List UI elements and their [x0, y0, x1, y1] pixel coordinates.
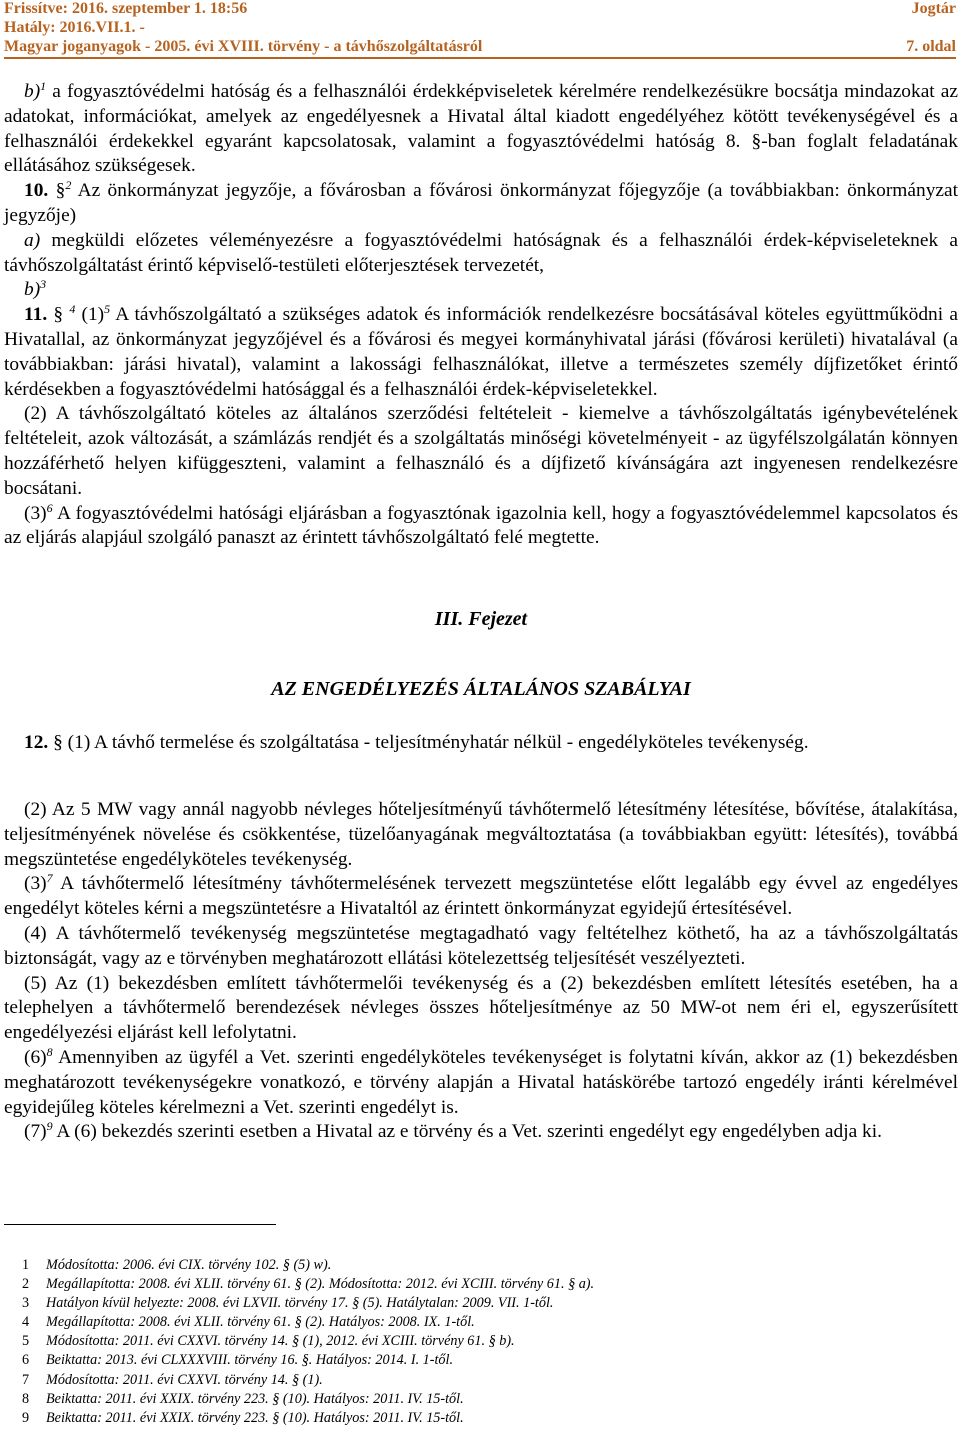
chapter-title: AZ ENGEDÉLYEZÉS ÁLTALÁNOS SZABÁLYAI: [271, 678, 691, 700]
footnote-item: 9 Beiktatta: 2011. évi XXIX. törvény 223. § (10). Hatályos: 2011. IV. 15-től.: [22, 1409, 464, 1426]
section-11-1: 11. § $^4$ $(1)^5$ A távhőszolgáltató a szükséges adatok és információk rendelkezésre bocsátásával köteles együttműködni a Hivatallal, az önkormányzat jegyzőjével és a fővárosi és megyei kormányhivatal járási (fővárosi kerületi) hivatalával (a továbbiakban: járási hivatal), valamint a lakossági felhasználókat, illetve a természetes személy díjfizetőket érintő kérdésekben a fogyasztóvédelmi hatósággal és a felhasználói érdek-képviseletekkel.: [4, 302, 958, 400]
section-10-a: a) megküldi előzetes véleményezésre a fogyasztóvédelmi hatóságnak és a felhasználói érdek-képviseleteknek a távhőszolgáltatást érintő képviselő-testületi előterjesztések tervezetét,: [4, 229, 958, 276]
section-12-2: (2) Az 5 MW vagy annál nagyobb névleges hőteljesítményű távhőtermelő létesítmény létesítése, bővítése, átalakítása, teljesítményének növelése és csökkentése, tüzelőanyagának megváltoztatása (a továbbiakban együtt: létesítés), továbbá megszüntetése engedélyköteles tevékenység.: [4, 799, 958, 870]
section-body-upper: [4, 80, 958, 551]
footnote-ref[interactable]: 4: [69, 302, 76, 317]
paragraph-b: b)$^1$ a fogyasztóvédelmi hatóság és a felhasználói érdekképviseletek kérelmére rendelkezésükre bocsátja mindazokat az adatokat, információkat, amelyek az engedélyesnek a Hivatal által kiadott engedélyéhez kötött tevékenységével és a felhasználói érdekekkel egyaránt kapcsolatosak, valamint a fogyasztóvédelmi hatóság 8. §-ban foglalt feladatának ellátásához szükségesek.: [4, 79, 958, 177]
footnote-ref[interactable]: 8: [46, 1044, 53, 1059]
section-12-1: 12. § (1) A távhő termelése és szolgáltatása - teljesítményhatár nélkül - engedélyköteles tevékenység.: [24, 732, 809, 753]
header-divider: [4, 57, 956, 59]
footnote-item: 1 Módosította: 2006. évi CIX. törvény 102. § (5) w).: [22, 1257, 332, 1273]
footnote-item: 3 Hatályon kívül helyezte: 2008. évi LXVII. törvény 17. § (5). Hatálytalan: 2009. VII. 1-től.: [22, 1295, 554, 1312]
section-10: 10. §$^2$ Az önkormányzat jegyzője, a fővárosban a fővárosi önkormányzat főjegyzője (a továbbiakban: önkormányzat jegyzője): [4, 178, 958, 226]
footnote-divider: [4, 1224, 276, 1225]
header-line-2: [4, 19, 956, 37]
footnote-ref[interactable]: 6: [46, 500, 53, 515]
header-line-3: [4, 38, 956, 56]
section-12-6: $(6)^8$ Amennyiben az ügyfél a Vet. szerinti engedélyköteles tevékenységet is folytatni kíván, akkor az (1) bekezdésben meghatározott tevékenységekre vonatkozó, e törvény alapján a Hivatal hatáskörébe tartozó engedély iránti kérelmével egyidejűleg köteles kérelmezni a Vet. szerinti engedélyt is.: [4, 1044, 958, 1118]
footnote-item: 8 Beiktatta: 2011. évi XXIX. törvény 223. § (10). Hatályos: 2011. IV. 15-től.: [22, 1390, 464, 1407]
update-timestamp: Frissítve: 2016. szeptember 1. 18:56: [4, 0, 248, 17]
section-12-4: (4) A távhőtermelő tevékenység megszüntetése megtagadható vagy feltételhez köthető, ha az a távhőszolgáltatás biztonságát, vagy az e törvényben meghatározott ellátási kötelezettség teljesítését veszélyezteti.: [4, 922, 958, 969]
footnote-ref[interactable]: 9: [46, 1119, 53, 1134]
header-line-1: [4, 0, 956, 18]
footnote-ref[interactable]: 2: [65, 178, 72, 193]
footnote-ref[interactable]: 5: [104, 302, 111, 317]
section-12-5: (5) Az (1) bekezdésben említett távhőtermelői tevékenység és a (2) bekezdésben említett létesítés esetében, ha a telephelyen a távhőtermelő berendezések névleges összes hőteljesítménye az 50 MW-ot nem éri el, egyszerűsített engedélyezési eljárást kell lefolytatni.: [4, 972, 958, 1044]
publisher-label: Jogtár: [911, 0, 956, 17]
footnote-item: 5 Módosította: 2011. évi CXXVI. törvény 14. § (1), 2012. évi XCIII. törvény 61. § b).: [22, 1333, 515, 1350]
footnote-ref[interactable]: 7: [46, 871, 53, 886]
section-10-b: b)$^3$: [24, 277, 47, 301]
section-12-3: $(3)^7$ A távhőtermelő létesítmény távhőtermelésének tervezett megszüntetése előtt legalább egy évvel az engedélyes engedélyt köteles kérni a megszüntetésre a Hivataltól az érintett önkormányzat egyidejű értesítésével.: [4, 871, 958, 920]
section-12-7: $(7)^9$ A (6) bekezdés szerinti esetben a Hivatal az e törvény és a Vet. szerinti engedélyt egy engedélyben adja ki.: [24, 1119, 882, 1143]
document-title: Magyar joganyagok - 2005. évi XVIII. törvény - a távhőszolgáltatásról: [4, 38, 483, 55]
chapter-number: III. Fejezet: [434, 608, 528, 630]
footnote-ref[interactable]: 3: [40, 277, 47, 292]
footnote-item: 7 Módosította: 2011. évi CXXVI. törvény 14. § (1).: [22, 1371, 323, 1388]
footnote-item: 6 Beiktatta: 2013. évi CLXXXVIII. törvény 16. §. Hatályos: 2014. I. 1-től.: [22, 1352, 454, 1369]
footnotes: [22, 1256, 956, 1428]
footnote-item: 4 Megállapította: 2008. évi XLII. törvény 61. § (2). Hatályos: 2008. IX. 1-től.: [22, 1314, 475, 1331]
section-11-3: $(3)^6$ A fogyasztóvédelmi hatósági eljárásban a fogyasztónak igazolnia kell, hogy a fogyasztóvédelemmel kapcsolatos és az eljárás alapjául szolgáló panaszt az érintett távhőszolgáltató felé megtette.: [4, 500, 958, 549]
effective-date: Hatály: 2016.VII.1. -: [4, 19, 145, 36]
section-11-2: (2) A távhőszolgáltató köteles az általános szerződési feltételeit - kiemelve a távhőszolgáltatás igénybevételének feltételeit, azok változását, a számlázás rendjét és a szolgáltatás minőségi követelményeit - az ügyfélszolgálatán könnyen hozzáférhető helyen kifüggeszteni, valamint a felhasználó és a díjfizető kívánságára azt ingyenesen rendelkezésre bocsátani.: [4, 403, 958, 499]
footnote-ref[interactable]: 1: [40, 79, 47, 93]
section-body-lower: [4, 798, 958, 1145]
page-number: 7. oldal: [906, 38, 956, 55]
footnote-item: 2 Megállapította: 2008. évi XLII. törvény 61. § (2). Módosította: 2012. évi XCIII. törvény 61. § a).: [22, 1276, 595, 1293]
